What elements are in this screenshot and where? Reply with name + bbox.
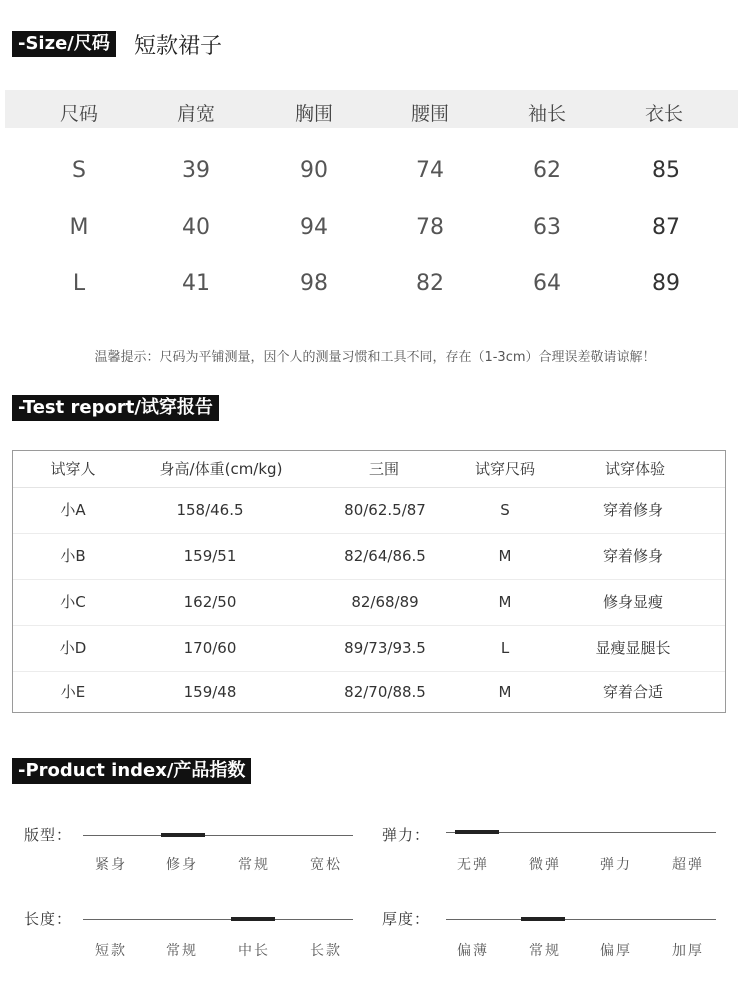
scale-indicator [161, 833, 205, 837]
report-cell: 89/73/93.5 [344, 639, 426, 657]
report-cell: 82/70/88.5 [344, 683, 426, 701]
scale-option: 无弹 [457, 857, 489, 873]
report-cell: 修身显瘦 [602, 593, 663, 611]
scale-option: 紧身 [95, 857, 127, 873]
report-header-cell: 身高/体重(cm/kg) [159, 460, 283, 478]
report-cell: 小C [60, 593, 86, 611]
scale-label: 厚度： [382, 910, 431, 928]
scale-option: 加厚 [672, 943, 704, 959]
product-index-tag: -Product index/产品指数 [12, 758, 251, 784]
size-cell: 85 [652, 158, 680, 183]
report-cell: 小E [60, 683, 86, 701]
report-cell: 小B [60, 547, 86, 565]
report-row [13, 488, 725, 534]
scale-indicator [455, 830, 499, 834]
size-header-cell: 尺码 [59, 103, 98, 125]
scale-option: 常规 [529, 943, 561, 959]
size-header-cell: 肩宽 [176, 103, 215, 125]
size-cell: S [72, 158, 86, 183]
scale-option: 长款 [310, 943, 342, 959]
size-cell: 82 [416, 271, 444, 296]
size-header-cell: 袖长 [527, 103, 566, 125]
report-header-cell: 试穿体验 [604, 460, 665, 478]
size-cell: 40 [182, 215, 210, 240]
scale-option: 常规 [238, 857, 270, 873]
scale-track [446, 919, 716, 920]
report-cell: 162/50 [183, 593, 237, 611]
scale-option: 偏薄 [457, 943, 489, 959]
size-cell: 74 [416, 158, 444, 183]
size-cell: M [69, 215, 89, 240]
size-cell: 78 [416, 215, 444, 240]
scale-indicator [521, 917, 565, 921]
size-cell: 89 [652, 271, 680, 296]
report-cell: 显瘦显腿长 [595, 639, 671, 657]
size-cell: 98 [300, 271, 328, 296]
size-cell: 94 [300, 215, 328, 240]
scale-indicator [231, 917, 275, 921]
size-header-cell: 衣长 [644, 103, 683, 125]
size-cell: 63 [533, 215, 561, 240]
report-cell: M [498, 683, 512, 701]
scale-track [83, 919, 353, 920]
report-cell: 穿着修身 [602, 547, 663, 565]
scale-option: 弹力 [600, 857, 632, 873]
scale-option: 宽松 [310, 857, 342, 873]
report-cell: S [500, 501, 510, 519]
scale-track [83, 835, 353, 836]
report-header-cell: 试穿人 [50, 460, 96, 478]
scale-option: 中长 [238, 943, 270, 959]
report-cell: 穿着修身 [602, 501, 663, 519]
report-cell: 小A [60, 501, 86, 519]
scale-option: 修身 [166, 857, 198, 873]
report-cell: 170/60 [183, 639, 237, 657]
report-cell: 158/46.5 [176, 501, 244, 519]
report-cell: 小D [59, 639, 87, 657]
report-cell: 82/64/86.5 [344, 547, 426, 565]
size-cell: 39 [182, 158, 210, 183]
test-report-table [12, 450, 726, 713]
report-row [13, 580, 725, 626]
report-header-cell: 试穿尺码 [474, 460, 535, 478]
report-cell: 穿着合适 [602, 683, 663, 701]
scale-option: 常规 [166, 943, 198, 959]
report-row [13, 672, 725, 712]
scale-option: 超弹 [672, 857, 704, 873]
size-cell: 64 [533, 271, 561, 296]
scale-option: 微弹 [529, 857, 561, 873]
report-header-row [13, 451, 725, 488]
scale-option: 偏厚 [600, 943, 632, 959]
scale-label: 长度： [24, 910, 73, 928]
report-cell: 159/51 [183, 547, 237, 565]
measurement-note: 温馨提示：尺码为平铺测量，因个人的测量习惯和工具不同，存在（1-3cm）合理误差敬请谅解！ [94, 350, 656, 365]
report-header-cell: 三围 [368, 460, 399, 478]
report-row [13, 626, 725, 672]
scale-option: 短款 [95, 943, 127, 959]
report-cell: L [500, 639, 510, 657]
scale-label: 版型： [24, 826, 73, 844]
report-cell: 80/62.5/87 [344, 501, 426, 519]
report-row [13, 534, 725, 580]
size-cell: 62 [533, 158, 561, 183]
size-table-header [5, 90, 738, 128]
product-subtitle: 短款裙子 [134, 34, 223, 59]
report-cell: 82/68/89 [351, 593, 419, 611]
size-header-cell: 腰围 [410, 103, 449, 125]
report-cell: 159/48 [183, 683, 237, 701]
size-cell: L [72, 271, 86, 296]
size-header-cell: 胸围 [294, 103, 333, 125]
size-section-tag: -Size/尺码 [12, 31, 116, 57]
report-cell: M [498, 593, 512, 611]
size-cell: 90 [300, 158, 328, 183]
scale-label: 弹力： [382, 826, 431, 844]
report-cell: M [498, 547, 512, 565]
size-cell: 41 [182, 271, 210, 296]
size-cell: 87 [652, 215, 680, 240]
report-section-tag: -Test report/试穿报告 [12, 395, 219, 421]
